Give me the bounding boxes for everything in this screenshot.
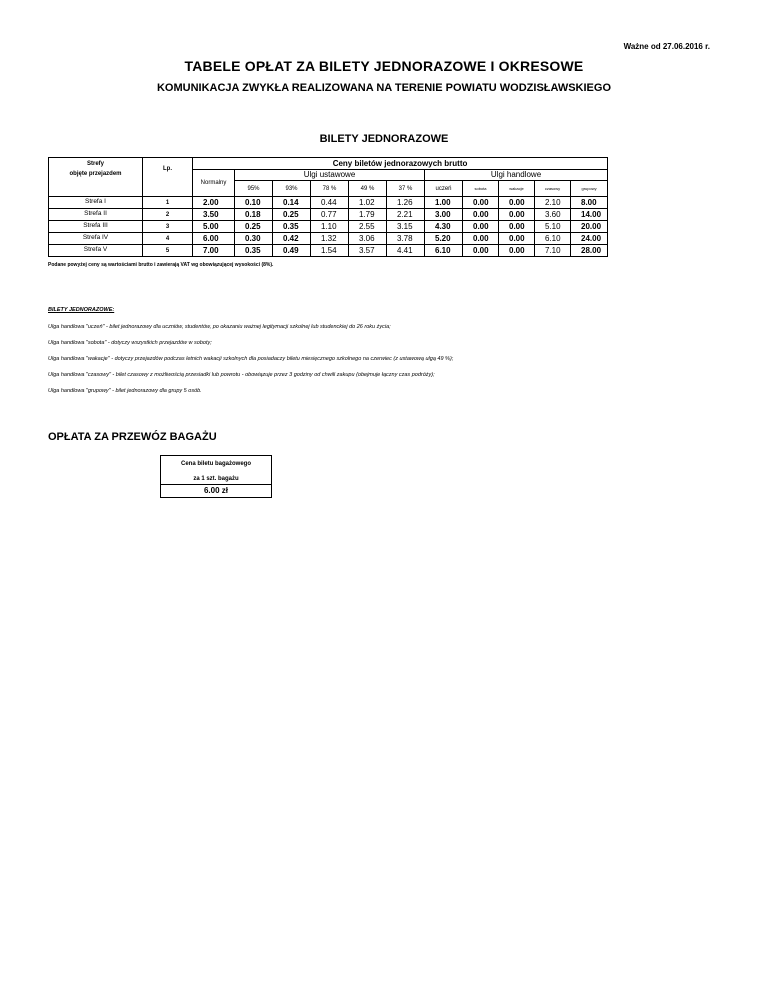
price-cell: 6.00 <box>193 233 235 245</box>
price-cell: 0.00 <box>463 209 499 221</box>
price-cell: 0.49 <box>273 245 311 257</box>
price-cell: 3.78 <box>387 233 425 245</box>
price-cell: 0.00 <box>463 245 499 257</box>
price-cell: 0.00 <box>499 221 535 233</box>
zone-cell: Strefa I <box>49 197 143 209</box>
price-cell: 0.25 <box>235 221 273 233</box>
price-cell: 0.35 <box>235 245 273 257</box>
ticket-price-table <box>48 157 608 257</box>
baggage-price-box <box>160 455 272 498</box>
header-handlowe-col: uczeń <box>425 181 463 197</box>
price-cell: 0.00 <box>463 221 499 233</box>
page-title: TABELE OPŁAT ZA BILETY JEDNORAZOWE I OKRESOWE <box>184 58 584 74</box>
price-cell: 4.41 <box>387 245 425 257</box>
price-cell: 2.21 <box>387 209 425 221</box>
price-cell: 1.79 <box>349 209 387 221</box>
note-item: Ulga handlowa "wakacje" - dotyczy przejazdów podczas letnich wakacji szkolnych dla posiadaczy biletu miesięcznego szkolnego na czerwiec (z ustawową ulgą 49 %); <box>48 356 454 362</box>
note-item: Ulga handlowa "czasowy" - bilet czasowy z możliwością przesiadki lub powrotu - obowiązuje przez 3 godziny od chwili zakupu (obejmuje łączny czas podróży); <box>48 372 435 378</box>
header-ustawowe-col: 95% <box>235 181 273 197</box>
price-cell: 7.10 <box>535 245 571 257</box>
header-normalny: Normalny <box>193 170 235 197</box>
header-ustawowe-col: 93% <box>273 181 311 197</box>
price-cell: 3.00 <box>425 209 463 221</box>
price-cell: 1.00 <box>425 197 463 209</box>
note-item: Ulga handlowa "grupowy" - bilet jednorazowy dla grupy 5 osób. <box>48 388 202 394</box>
header-zones-line1: Strefy <box>86 161 104 168</box>
price-cell: 0.14 <box>273 197 311 209</box>
price-cell: 24.00 <box>571 233 608 245</box>
header-ustawowe-col: 37 % <box>387 181 425 197</box>
vat-note: Podane powyżej ceny są wartościami brutto i zawierają VAT wg obowiązującej wysokości (8%). <box>48 262 274 268</box>
price-cell: 0.00 <box>499 197 535 209</box>
baggage-line2: za 1 szt. bagażu <box>193 476 239 482</box>
price-cell: 7.00 <box>193 245 235 257</box>
price-cell: 2.10 <box>535 197 571 209</box>
header-ulgi-ustawowe: Ulgi ustawowe <box>235 170 425 181</box>
table-row <box>49 233 608 245</box>
price-cell: 6.10 <box>535 233 571 245</box>
price-cell: 4.30 <box>425 221 463 233</box>
price-cell: 3.06 <box>349 233 387 245</box>
header-handlowe-col: czasowy <box>535 181 571 197</box>
price-cell: 20.00 <box>571 221 608 233</box>
price-cell: 6.10 <box>425 245 463 257</box>
header-handlowe-col: grupowy <box>571 181 608 197</box>
zone-cell: Strefa IV <box>49 233 143 245</box>
lp-cell: 2 <box>143 209 193 221</box>
lp-cell: 5 <box>143 245 193 257</box>
price-cell: 1.54 <box>311 245 349 257</box>
lp-cell: 4 <box>143 233 193 245</box>
header-handlowe-col: wakacje <box>499 181 535 197</box>
price-cell: 0.00 <box>499 245 535 257</box>
price-cell: 2.55 <box>349 221 387 233</box>
price-cell: 0.35 <box>273 221 311 233</box>
price-cell: 3.15 <box>387 221 425 233</box>
table-row <box>49 209 608 221</box>
price-cell: 0.00 <box>463 197 499 209</box>
header-ulgi-handlowe: Ulgi handlowe <box>425 170 608 181</box>
price-cell: 1.10 <box>311 221 349 233</box>
price-cell: 0.42 <box>273 233 311 245</box>
price-cell: 0.00 <box>463 233 499 245</box>
price-cell: 8.00 <box>571 197 608 209</box>
price-cell: 0.18 <box>235 209 273 221</box>
table-body <box>49 197 608 257</box>
notes-heading: BILETY JEDNORAZOWE: <box>48 307 115 313</box>
valid-from-date: Ważne od 27.06.2016 r. <box>623 42 710 51</box>
header-lp: Lp. <box>143 158 193 181</box>
price-cell: 5.10 <box>535 221 571 233</box>
header-zones-line2: objęte przejazdem <box>69 171 122 178</box>
price-cell: 0.44 <box>311 197 349 209</box>
header-ustawowe-col: 78 % <box>311 181 349 197</box>
page-subtitle: KOMUNIKACJA ZWYKŁA REALIZOWANA NA TERENIE POWIATU WODZISŁAWSKIEGO <box>156 82 612 94</box>
header-zones <box>49 158 143 181</box>
price-cell: 1.26 <box>387 197 425 209</box>
price-cell: 2.00 <box>193 197 235 209</box>
price-cell: 0.30 <box>235 233 273 245</box>
section-title: BILETY JEDNORAZOWE <box>319 133 449 145</box>
price-cell: 0.10 <box>235 197 273 209</box>
price-cell: 3.50 <box>193 209 235 221</box>
price-cell: 5.00 <box>193 221 235 233</box>
table-row <box>49 197 608 209</box>
lp-cell: 3 <box>143 221 193 233</box>
zone-cell: Strefa V <box>49 245 143 257</box>
lp-cell: 1 <box>143 197 193 209</box>
header-ustawowe-col: 49 % <box>349 181 387 197</box>
price-cell: 0.00 <box>499 209 535 221</box>
price-cell: 3.60 <box>535 209 571 221</box>
note-item: Ulga handlowa "uczeń" - bilet jednorazowy dla uczniów, studentów, po okazaniu ważnej legitymacji szkolnej lub studenckiej do 26 roku życia; <box>48 324 391 330</box>
note-item: Ulga handlowa "sobota" - dotyczy wszystkich przejazdów w soboty; <box>48 340 212 346</box>
header-handlowe-col: sobota <box>463 181 499 197</box>
price-cell: 0.77 <box>311 209 349 221</box>
price-cell: 1.32 <box>311 233 349 245</box>
baggage-title: OPŁATA ZA PRZEWÓZ BAGAŻU <box>48 431 217 443</box>
zone-cell: Strefa III <box>49 221 143 233</box>
price-cell: 28.00 <box>571 245 608 257</box>
price-cell: 1.02 <box>349 197 387 209</box>
header-gross-prices: Ceny biletów jednorazowych brutto <box>193 158 608 170</box>
zone-cell: Strefa II <box>49 209 143 221</box>
price-cell: 14.00 <box>571 209 608 221</box>
table-row <box>49 245 608 257</box>
baggage-line1: Cena biletu bagażowego <box>180 461 251 467</box>
price-cell: 5.20 <box>425 233 463 245</box>
baggage-price: 6.00 zł <box>161 484 271 497</box>
price-cell: 3.57 <box>349 245 387 257</box>
price-cell: 0.00 <box>499 233 535 245</box>
price-cell: 0.25 <box>273 209 311 221</box>
table-row <box>49 221 608 233</box>
